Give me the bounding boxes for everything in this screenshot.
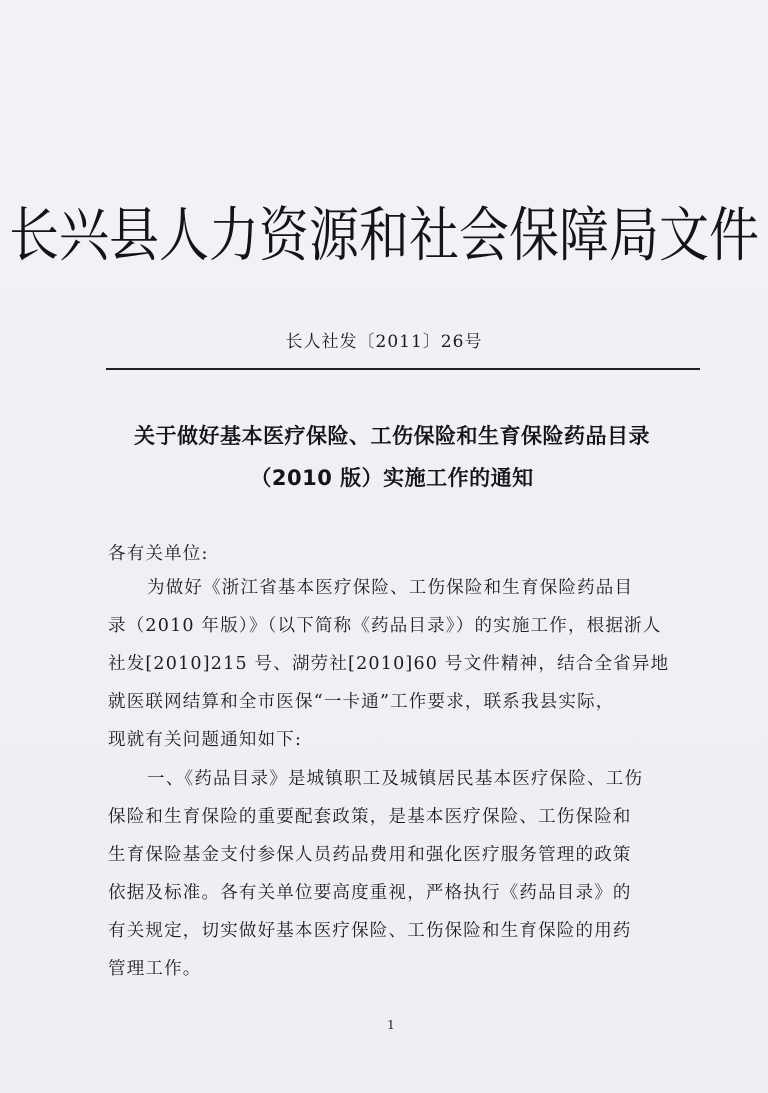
document-number: 长人社发〔2011〕26号 <box>285 332 483 352</box>
body-line: 有关规定，切实做好基本医疗保险、工伤保险和生育保险的用药 <box>108 921 632 941</box>
notice-title-line1: 关于做好基本医疗保险、工伤保险和生育保险药品目录 <box>134 424 650 448</box>
body-line: 现就有关问题通知如下: <box>108 730 303 750</box>
body-line: 录（2010 年版）》（以下简称《药品目录》）的实施工作，根据浙人 <box>108 616 662 636</box>
body-line: 生育保险基金支付参保人员药品费用和强化医疗服务管理的政策 <box>108 845 632 865</box>
body-line: 管理工作。 <box>108 959 202 979</box>
body-line: 为做好《浙江省基本医疗保险、工伤保险和生育保险药品目 <box>147 578 634 598</box>
body-line: 一、《药品目录》是城镇职工及城镇居民基本医疗保险、工伤 <box>147 769 644 789</box>
salutation: 各有关单位: <box>108 544 209 564</box>
body-line: 依据及标准。各有关单位要高度重视，严格执行《药品目录》的 <box>108 883 632 903</box>
agency-title: 长兴县人力资源和社会保障局文件 <box>9 200 759 270</box>
body-line: 社发[2010]215 号、湖劳社[2010]60 号文件精神，结合全省异地 <box>108 654 670 674</box>
header-divider <box>106 368 700 370</box>
notice-title-line2: （2010 版）实施工作的通知 <box>250 466 534 490</box>
body-line: 保险和生育保险的重要配套政策，是基本医疗保险、工伤保险和 <box>108 807 632 827</box>
page-number: 1 <box>387 1018 395 1032</box>
body-line: 就医联网结算和全市医保“一卡通”工作要求，联系我县实际， <box>108 692 615 712</box>
